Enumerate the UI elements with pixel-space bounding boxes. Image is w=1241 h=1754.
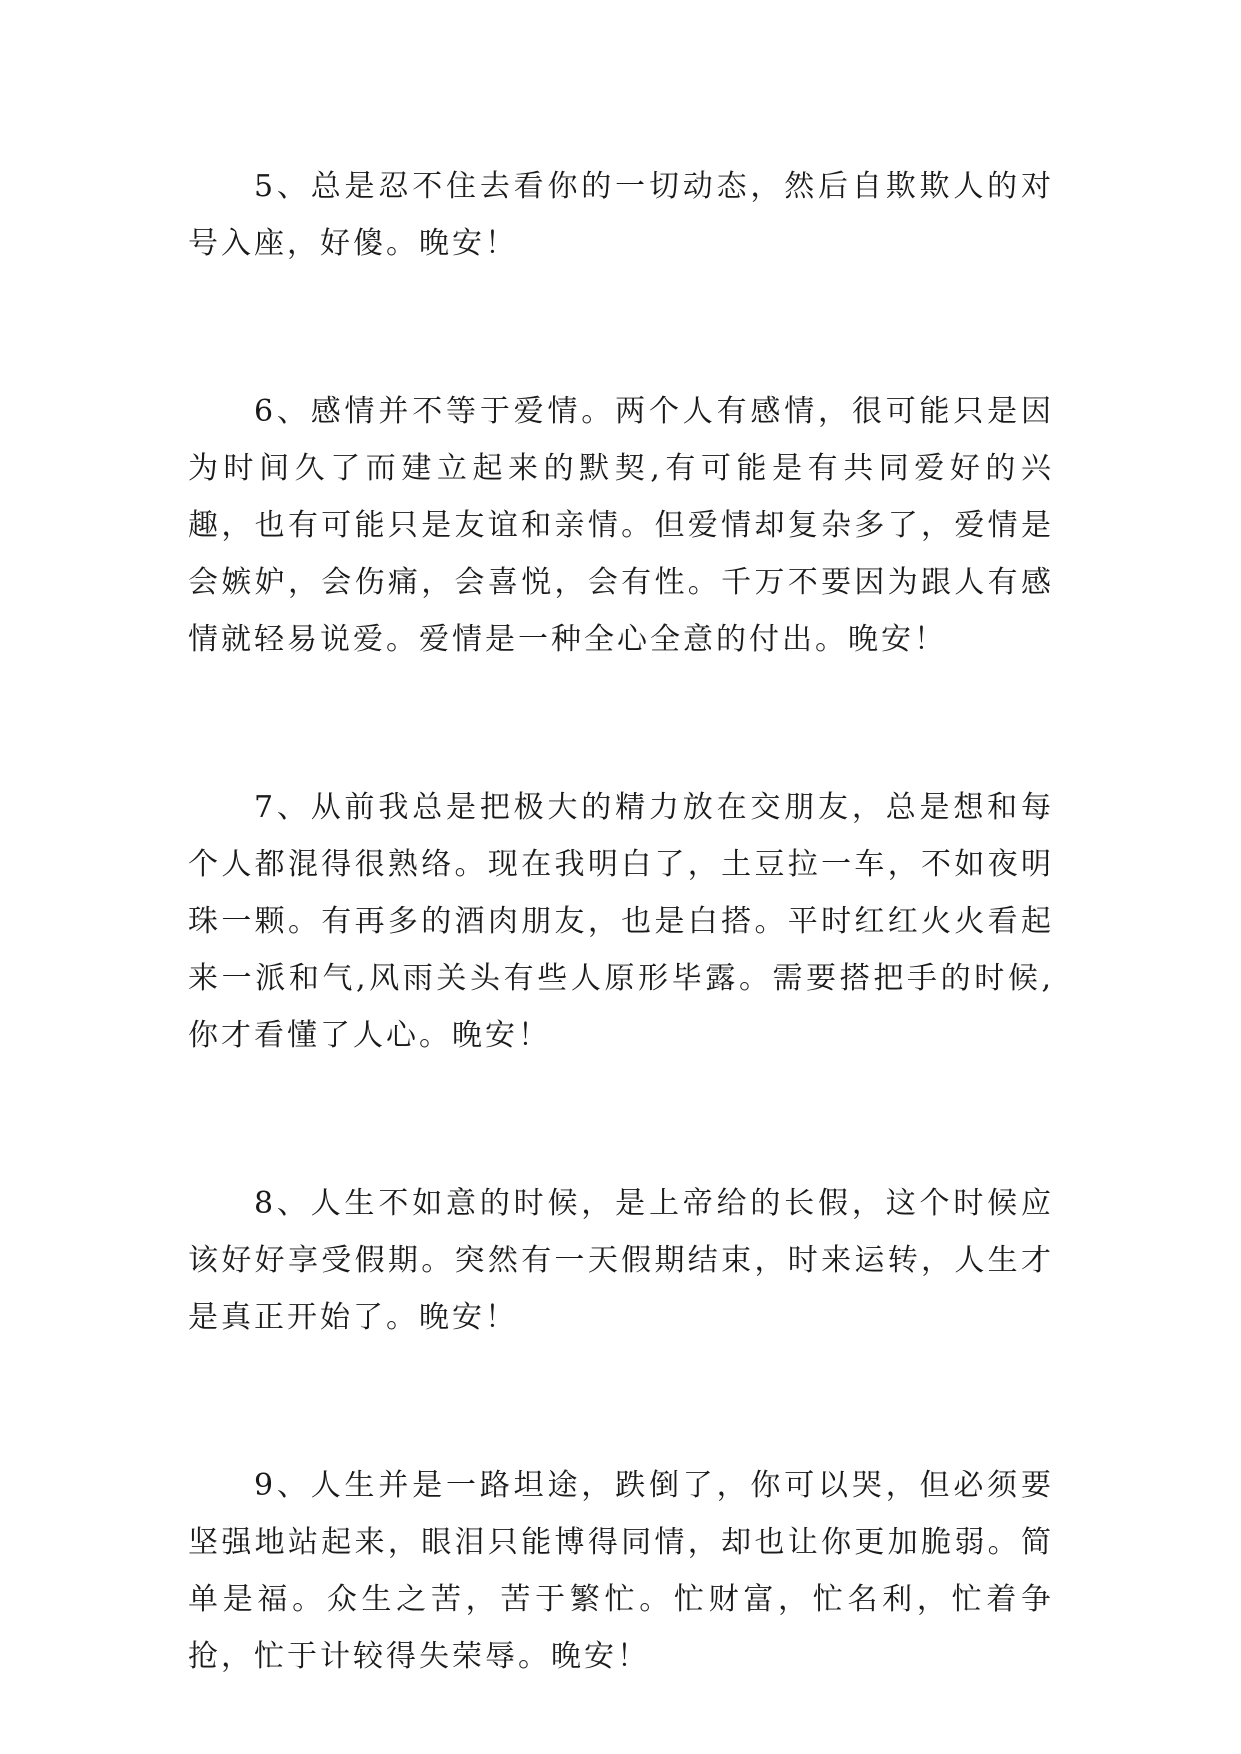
paragraph-7: 7、从前我总是把极大的精力放在交朋友，总是想和每个人都混得很熟络。现在我明白了，土豆拉一车，不如夜明珠一颗。有再多的酒肉朋友，也是白搭。平时红红火火看起来一派和气,风雨关头有些人原形毕露。需要搭把手的时候,你才看懂了人心。晚安！ xyxy=(188,790,1054,1053)
document-body xyxy=(188,158,1054,1685)
paragraph-5: 5、总是忍不住去看你的一切动态，然后自欺欺人的对号入座，好傻。晚安！ xyxy=(188,169,1054,261)
paragraph-8: 8、人生不如意的时候，是上帝给的长假，这个时候应该好好享受假期。突然有一天假期结束，时来运转，人生才是真正开始了。晚安！ xyxy=(188,1186,1054,1335)
paragraph-9: 9、人生并是一路坦途，跌倒了，你可以哭，但必须要坚强地站起来，眼泪只能博得同情，却也让你更加脆弱。简单是福。众生之苦，苦于繁忙。忙财富，忙名利，忙着争抢，忙于计较得失荣辱。晚安！ xyxy=(188,1468,1054,1674)
paragraph-6: 6、感情并不等于爱情。两个人有感情，很可能只是因为时间久了而建立起来的默契,有可能是有共同爱好的兴趣，也有可能只是友谊和亲情。但爱情却复杂多了，爱情是会嫉妒，会伤痛，会喜悦，会有性。千万不要因为跟人有感情就轻易说爱。爱情是一种全心全意的付出。晚安！ xyxy=(188,394,1054,657)
